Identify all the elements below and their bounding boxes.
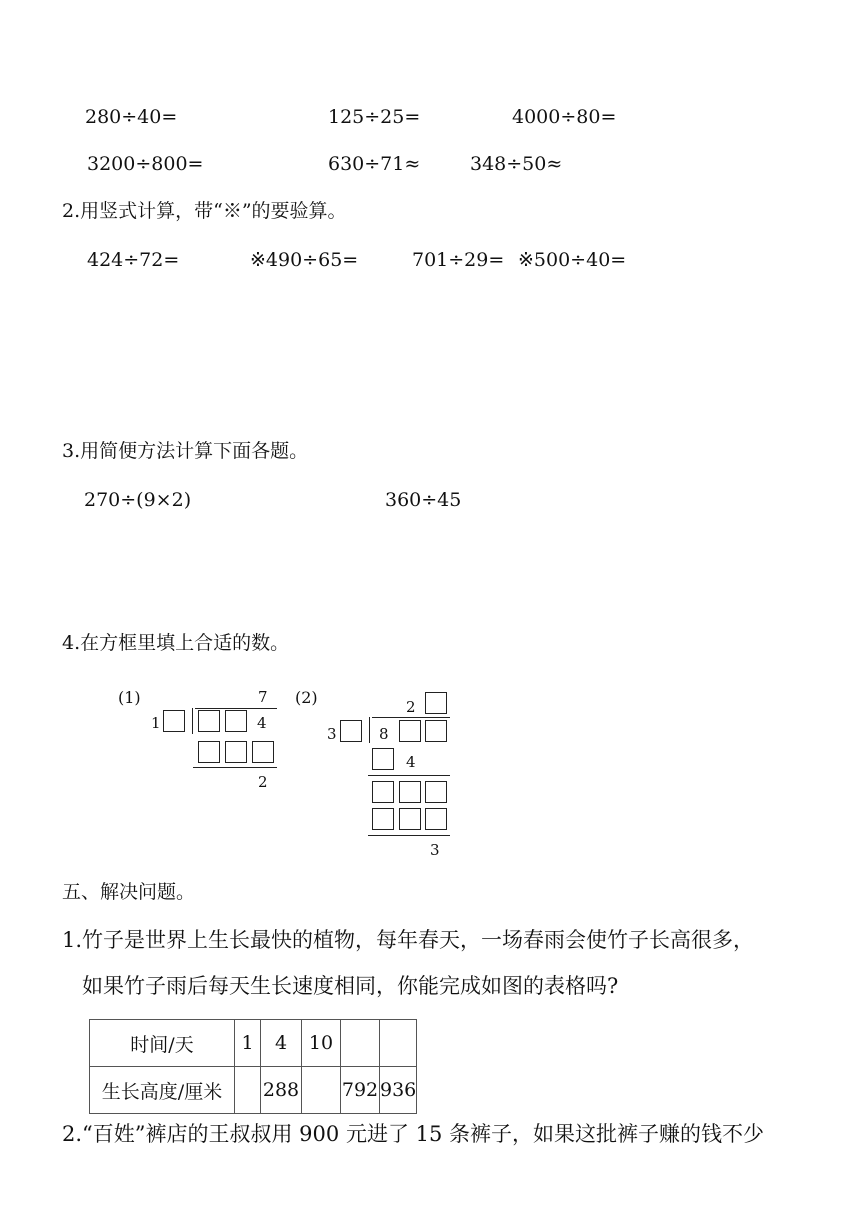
oral-item: 348÷50≈: [470, 153, 563, 175]
divisor-digit: 1: [151, 714, 161, 732]
table-cell[interactable]: [341, 1020, 380, 1067]
blank-box[interactable]: [425, 692, 447, 714]
simplify-item: 270÷(9×2): [84, 489, 192, 511]
table-cell[interactable]: [380, 1020, 417, 1067]
product-digit: 4: [406, 753, 416, 771]
remainder-digit: 3: [430, 841, 440, 859]
blank-box[interactable]: [425, 808, 447, 830]
dividend-digit: 8: [379, 725, 389, 743]
table-cell: 1: [235, 1020, 261, 1067]
simplify-item: 360÷45: [385, 489, 462, 511]
table-cell: 生长高度/厘米: [90, 1067, 235, 1114]
table-cell: 4: [261, 1020, 302, 1067]
dividend-digit: 4: [257, 714, 267, 732]
question-3-title: 3.用简便方法计算下面各题。: [62, 440, 309, 462]
blank-box[interactable]: [372, 808, 394, 830]
vertical-calc-item: 701÷29=: [412, 249, 505, 271]
problem-1-line-1: 1.竹子是世界上生长最快的植物，每年春天，一场春雨会使竹子长高很多，: [62, 928, 755, 952]
quotient-digit: 2: [406, 698, 416, 716]
blank-box[interactable]: [399, 781, 421, 803]
table-cell: 10: [302, 1020, 341, 1067]
remainder-digit: 2: [258, 773, 268, 791]
table-cell: 936: [380, 1067, 417, 1114]
oral-item: 630÷71≈: [328, 153, 421, 175]
table-row: [90, 1020, 417, 1067]
question-4-title: 4.在方框里填上合适的数。: [62, 632, 290, 654]
blank-box[interactable]: [372, 781, 394, 803]
oral-item: 4000÷80=: [512, 106, 617, 128]
section-5-title: 五、解决问题。: [62, 881, 196, 903]
problem-1-line-2: 如果竹子雨后每天生长速度相同，你能完成如图的表格吗?: [82, 974, 619, 998]
vertical-calc-item: ※500÷40=: [518, 249, 627, 271]
table-row: [90, 1067, 417, 1114]
blank-box[interactable]: [340, 720, 362, 742]
question-2-title: 2.用竖式计算，带“※”的要验算。: [62, 200, 347, 222]
oral-item: 125÷25=: [328, 106, 421, 128]
figure-label: (2): [295, 688, 318, 707]
blank-box[interactable]: [399, 808, 421, 830]
vertical-calc-item: ※490÷65=: [250, 249, 359, 271]
table-cell: 288: [261, 1067, 302, 1114]
figure-label: (1): [118, 688, 141, 707]
quotient-digit: 7: [258, 688, 268, 706]
division-bracket: [369, 717, 370, 743]
subtraction-line: [368, 775, 450, 776]
division-bar: [372, 717, 450, 718]
blank-box[interactable]: [399, 720, 421, 742]
oral-item: 280÷40=: [85, 106, 178, 128]
table-cell[interactable]: [302, 1067, 341, 1114]
subtraction-line: [368, 835, 450, 836]
table-cell: 时间/天: [90, 1020, 235, 1067]
table-cell: 792: [341, 1067, 380, 1114]
blank-box[interactable]: [425, 781, 447, 803]
vertical-calc-item: 424÷72=: [87, 249, 180, 271]
blank-box[interactable]: [425, 720, 447, 742]
blank-box[interactable]: [372, 748, 394, 770]
growth-table: [89, 1019, 417, 1114]
problem-2-line-1: 2.“百姓”裤店的王叔叔用 900 元进了 15 条裤子，如果这批裤子赚的钱不少: [62, 1122, 765, 1146]
oral-item: 3200÷800=: [87, 153, 204, 175]
table-cell[interactable]: [235, 1067, 261, 1114]
divisor-digit: 3: [327, 725, 337, 743]
